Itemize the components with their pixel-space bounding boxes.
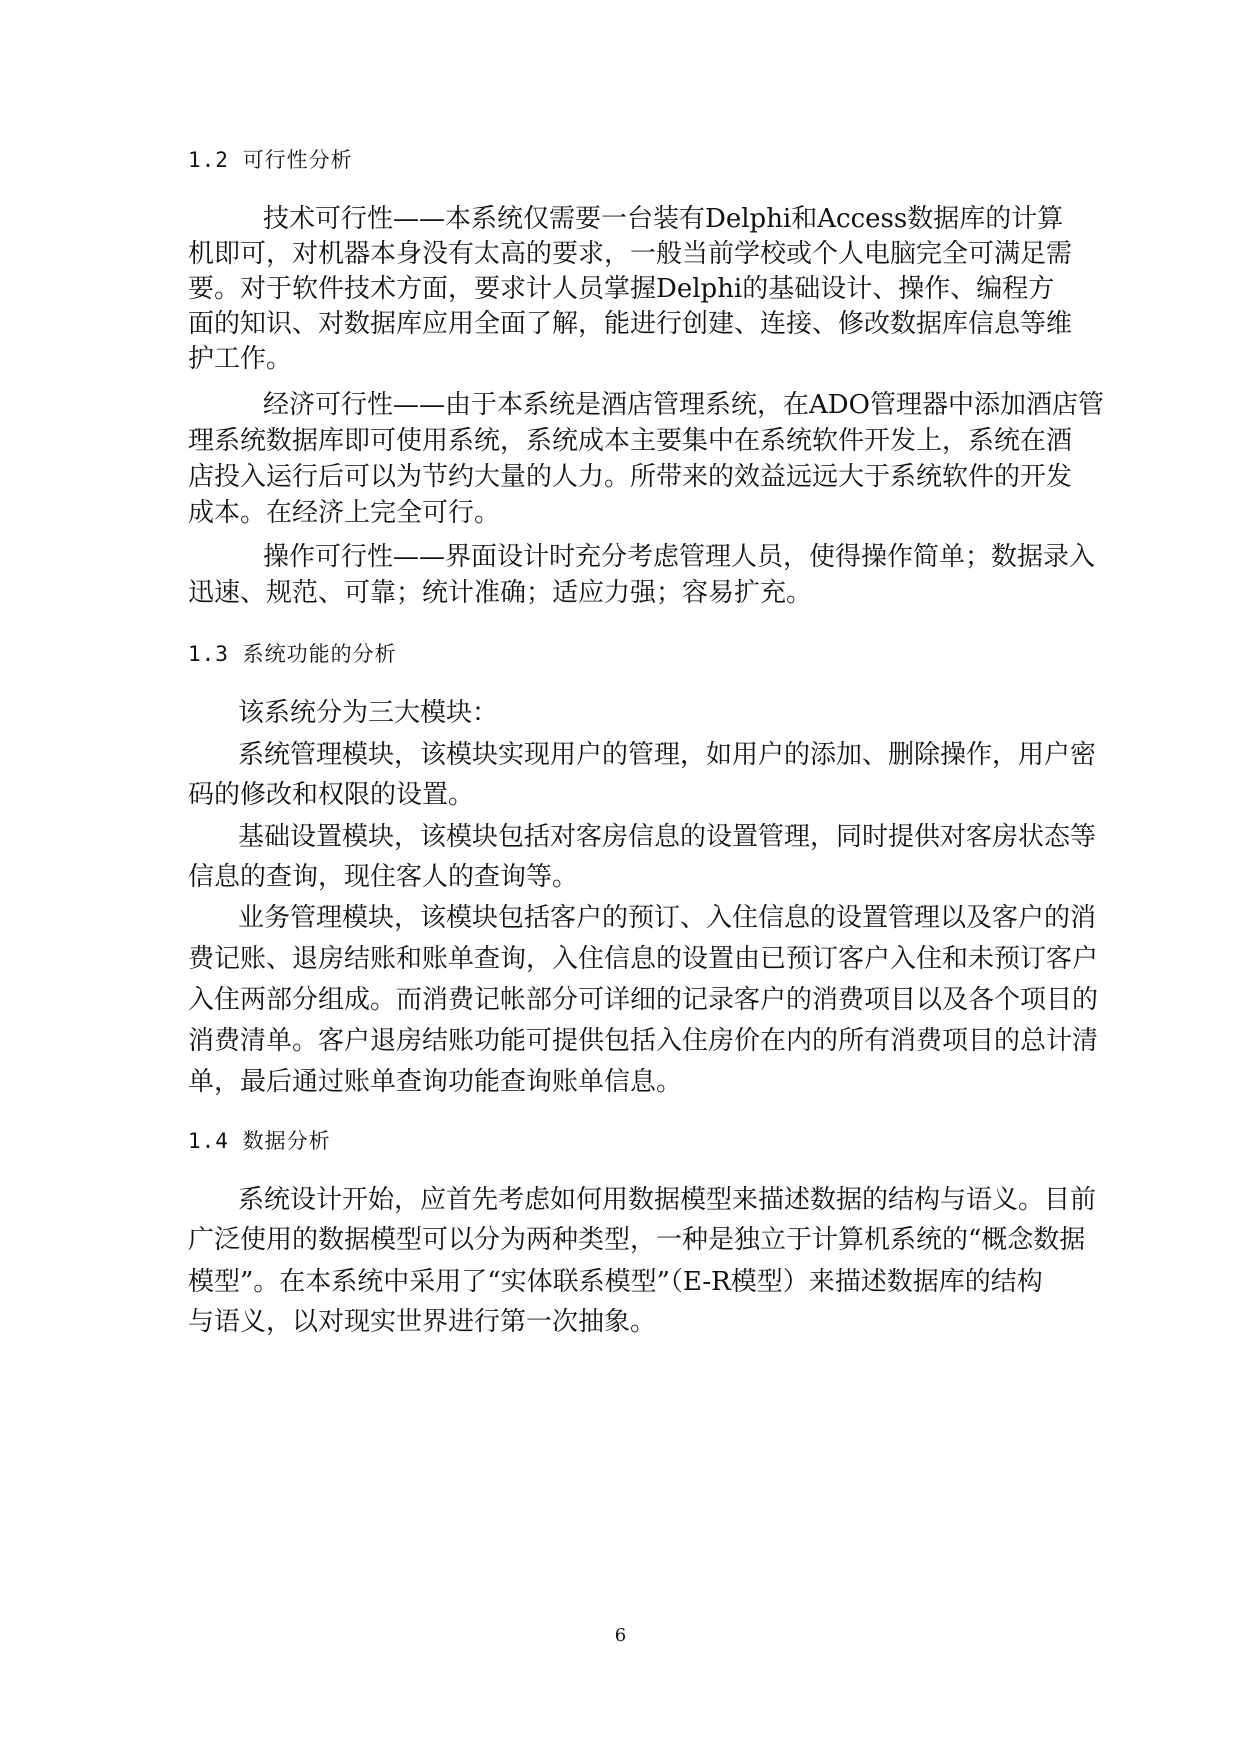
section-heading-1-4: 1.4 数据分析: [188, 1129, 331, 1153]
paragraph-line: 消费清单。客户退房结账功能可提供包括入住房价在内的所有消费项目的总计清: [188, 1026, 1099, 1056]
paragraph-line: 成本。在经济上完全可行。: [188, 498, 501, 528]
paragraph-line: 护工作。: [188, 344, 293, 374]
paragraph-line: 码的修改和权限的设置。: [188, 780, 475, 810]
paragraph-line: 模型”。在本系统中采用了“实体联系模型”（E-R模型）来描述数据库的结构: [188, 1267, 1043, 1297]
page-number: 6: [614, 1625, 627, 1646]
paragraph-line: 面的知识、对数据库应用全面了解，能进行创建、连接、修改数据库信息等维: [188, 309, 1073, 339]
section-heading-1-2: 1.2 可行性分析: [188, 148, 353, 172]
paragraph-line: 广泛使用的数据模型可以分为两种类型，一种是独立于计算机系统的“概念数据: [188, 1225, 1086, 1255]
paragraph-line: 费记账、退房结账和账单查询，入住信息的设置由已预订客户入住和未预订客户: [188, 944, 1099, 974]
paragraph-line: 店投入运行后可以为节约大量的人力。所带来的效益远远大于系统软件的开发: [188, 462, 1073, 492]
paragraph-line: 业务管理模块，该模块包括客户的预订、入住信息的设置管理以及客户的消: [238, 903, 1097, 933]
paragraph-line: 理系统数据库即可使用系统，系统成本主要集中在系统软件开发上，系统在酒: [188, 426, 1073, 456]
paragraph-line: 与语义，以对现实世界进行第一次抽象。: [188, 1307, 657, 1337]
paragraph-line: 入住两部分组成。而消费记帐部分可详细的记录客户的消费项目以及各个项目的: [188, 985, 1099, 1015]
paragraph-line: 技术可行性——本系统仅需要一台装有Delphi和Access数据库的计算: [263, 204, 1064, 234]
paragraph-line: 系统管理模块，该模块实现用户的管理，如用户的添加、删除操作，用户密: [238, 740, 1097, 770]
paragraph-line: 迅速、规范、可靠；统计准确；适应力强；容易扩充。: [188, 578, 813, 608]
paragraph-line: 信息的查询，现住客人的查询等。: [188, 862, 579, 892]
paragraph-line: 该系统分为三大模块：: [238, 698, 499, 728]
paragraph-line: 基础设置模块，该模块包括对客房信息的设置管理，同时提供对客房状态等: [238, 822, 1097, 852]
paragraph-line: 系统设计开始，应首先考虑如何用数据模型来描述数据的结构与语义。目前: [238, 1185, 1097, 1215]
section-heading-1-3: 1.3 系统功能的分析: [188, 642, 397, 666]
paragraph-line: 单，最后通过账单查询功能查询账单信息。: [188, 1067, 683, 1097]
paragraph-line: 要。对于软件技术方面，要求计人员掌握Delphi的基础设计、操作、编程方: [188, 274, 1055, 304]
paragraph-line: 机即可，对机器本身没有太高的要求，一般当前学校或个人电脑完全可满足需: [188, 239, 1073, 269]
paragraph-line: 经济可行性——由于本系统是酒店管理系统，在ADO管理器中添加酒店管: [263, 390, 1104, 420]
paragraph-line: 操作可行性——界面设计时充分考虑管理人员，使得操作简单；数据录入: [263, 542, 1096, 572]
